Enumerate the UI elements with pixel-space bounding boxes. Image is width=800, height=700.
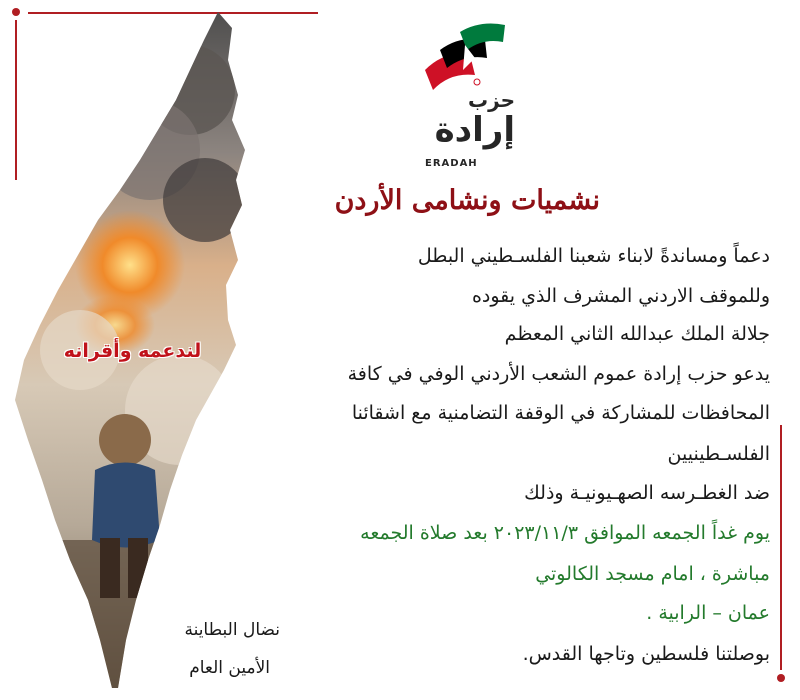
body-line-6: الفلسـطينيين [667,443,770,465]
frame-line-right [780,425,782,670]
signature-name: نضال البطاينة [184,620,280,640]
logo-party-small: حزب [468,88,515,112]
signature-title: الأمين العام [189,658,270,678]
body-line-5: المحافظات للمشاركة في الوقفة التضامنية مع اشقائنا [351,402,770,424]
event-line-city: عمان – الرابية . [646,602,770,624]
event-line-date: يوم غداً الجمعه الموافق ٢٠٢٣/١١/٣ بعد صلاة الجمعه [360,522,770,544]
eradah-logo [415,10,515,170]
body-line-2: وللموقف الاردني المشرف الذي يقوده [471,285,770,307]
headline: نشميات ونشامى الأردن [334,185,600,216]
body-line-3: جلالة الملك عبدالله الثاني المعظم [504,323,770,345]
closing-line: بوصلتنا فلسطين وتاجها القدس. [522,643,770,665]
flag-emblem-icon [415,10,515,100]
body-line-7: ضد الغطـرسه الصهـيونيـة وذلك [524,482,770,504]
logo-latin-name: ERADAH [425,158,478,169]
frame-dot-bottom-right [777,674,785,682]
body-line-4: يدعو حزب إرادة عموم الشعب الأردني الوفي في كافة [347,363,770,385]
logo-party-large: إرادة [434,110,515,150]
body-line-1: دعماً ومساندةً لابناء شعبنا الفلسـطيني البطل [417,245,770,267]
event-line-place: مباشرة ، امام مسجد الكالوتي [535,563,770,585]
map-slogan: لندعمه وأقرانه [63,340,202,362]
